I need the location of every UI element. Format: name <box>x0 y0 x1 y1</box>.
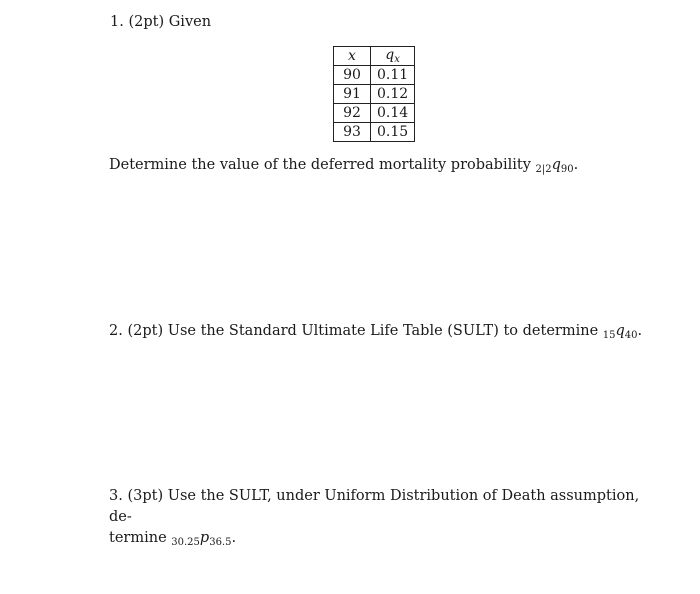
problem-1-heading <box>110 12 211 33</box>
problem-3-text-line2: termine <box>109 530 167 547</box>
problem-1-lead: Given <box>168 14 212 30</box>
mortality-table <box>333 46 415 142</box>
problem-3 <box>109 486 649 551</box>
table-row <box>334 123 415 142</box>
problem-2-points: (2pt) <box>127 323 164 339</box>
cell-q: 0.14 <box>371 104 415 123</box>
problem-3-text-line1: Use the SULT, under Uniform Distribution of Death assumption, de- <box>109 488 640 526</box>
cell-q: 0.11 <box>371 66 415 85</box>
problem-2-number: 2. <box>109 323 123 339</box>
problem-2-symbol: $_{15}q_{40}$. <box>602 323 643 341</box>
problem-2 <box>109 321 642 344</box>
table-header-row <box>334 47 415 66</box>
problem-2-text: Use the Standard Ultimate Life Table (SULT) to determine <box>167 323 599 339</box>
cell-x: 92 <box>334 104 371 123</box>
header-x: x <box>334 47 371 66</box>
problem-1-symbol: $_{2|2}q_{90}$. <box>535 157 579 175</box>
table-row <box>334 85 415 104</box>
cell-q: 0.12 <box>371 85 415 104</box>
problem-1-number: 1. <box>110 14 124 30</box>
problem-1-question <box>109 155 578 178</box>
cell-x: 90 <box>334 66 371 85</box>
problem-3-number: 3. <box>109 488 123 504</box>
cell-x: 93 <box>334 123 371 142</box>
problem-3-symbol: $_{30.25}p_{36.5}$. <box>171 530 237 549</box>
cell-x: 91 <box>334 85 371 104</box>
problem-1-points: (2pt) <box>128 14 165 30</box>
cell-q: 0.15 <box>371 123 415 142</box>
table-row <box>334 104 415 123</box>
problem-1-question-text: Determine the value of the deferred mortality probability <box>109 157 531 173</box>
problem-3-points: (3pt) <box>127 488 164 504</box>
header-q: $q_x$ <box>371 47 415 66</box>
table-row <box>334 66 415 85</box>
